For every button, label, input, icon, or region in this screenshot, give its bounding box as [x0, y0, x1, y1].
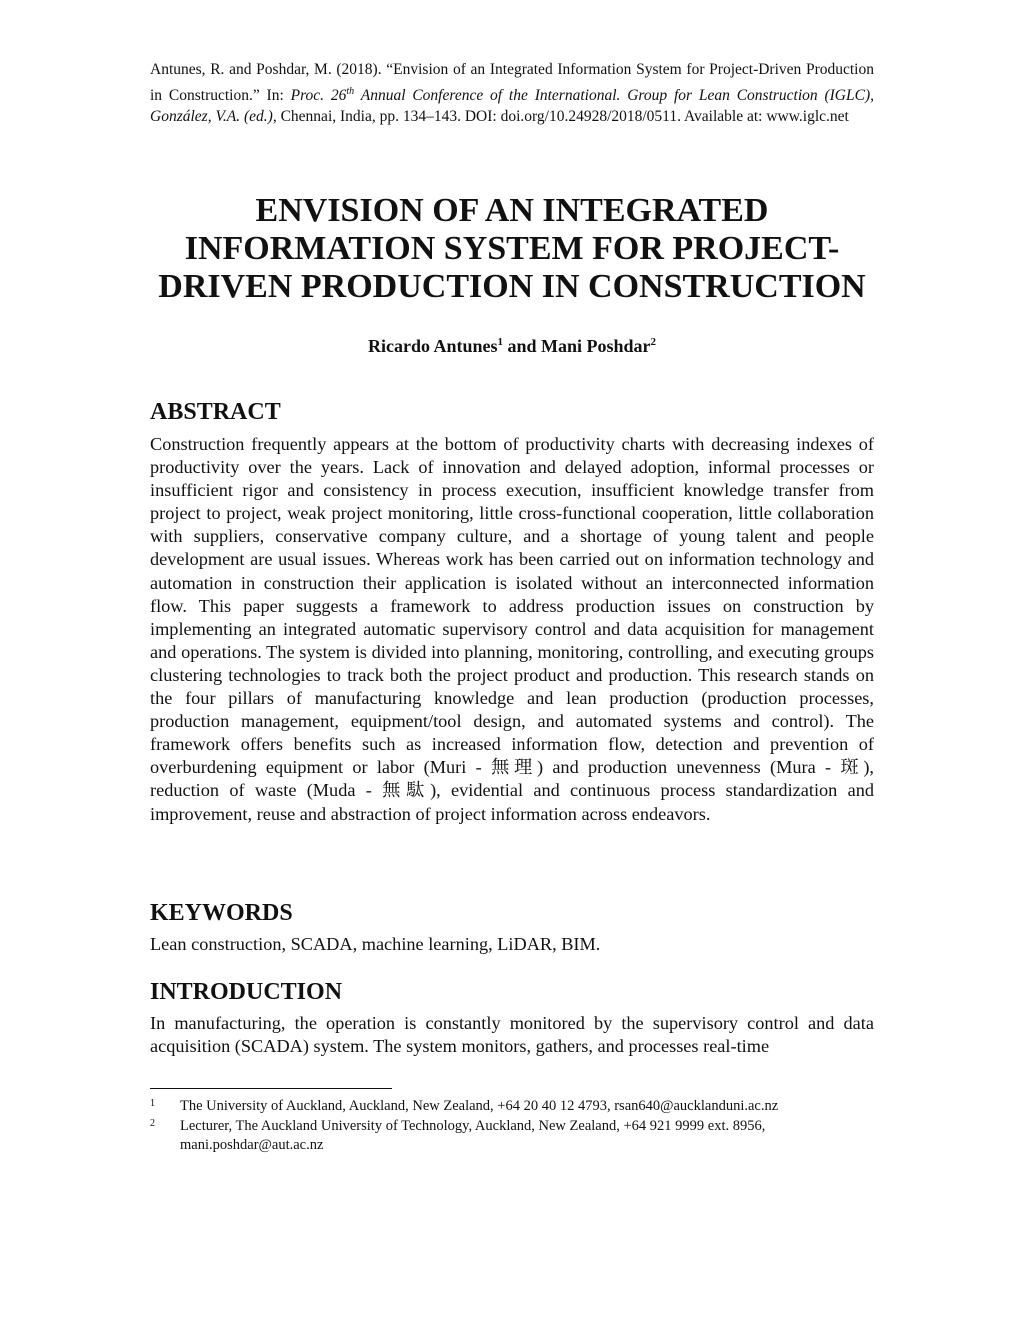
keywords-heading: KEYWORDS — [150, 900, 293, 926]
author-2-mark: 2 — [650, 336, 657, 348]
citation-th: th — [346, 85, 355, 97]
author-joiner: and — [502, 336, 542, 356]
footnote-mark: 2 — [150, 1117, 155, 1129]
footnote-text: Lecturer, The Auckland University of Technology, Auckland, New Zealand, +64 921 9999 ext. 8956, mani.poshdar@aut.ac.nz — [180, 1117, 766, 1153]
footnote-mark: 1 — [150, 1098, 155, 1109]
author-2: Mani Poshdar — [541, 336, 651, 356]
citation-conference: Annual Conference of the International. Group for Lean Construction (IGLC), González, V.A. (ed.) — [150, 86, 874, 126]
abstract-text: Construction frequently appears at the bottom of productivity charts with decreasing indexes of productivity over the years. Lack of innovation and delayed adoption, informal processes or insufficient rigor and consistency in process execution, insufficient knowledge transfer from project to project, weak project monitoring, little cross-functional cooperation, little collaboration with suppliers, conservative company culture, and a shortage of young talent and people development are usual issues. Whereas work has been carried out on information technology and automation in construction their application is isolated without an interconnected information flow. This paper suggests a framework to address production issues on construction by implementing an integrated automatic supervisory control and data acquisition for management and operations. The system is divided into planning, monitoring, controlling, and executing groups clustering technologies to track both the project product and production. This research stands on the four pillars of manufacturing knowledge and lean production (production processes, production management, equipment/tool design, and automated systems and control). The framework offers benefits such as increased information flow, detection and prevention of overburdening equipment or labor (Muri - 無理) and production unevenness (Mura - 斑), reduction of waste (Muda - 無駄), evidential and continuous process standardization and improvement, reuse and abstraction of project information across endeavors. — [150, 434, 874, 824]
paper-page — [150, 0, 874, 1325]
title-line-1: ENVISION OF AN INTEGRATED — [255, 192, 769, 229]
author-line — [150, 336, 874, 357]
citation-text-2: , Chennai, India, pp. 134–143. DOI: doi.org/10.24928/2018/0511. Available at: www.iglc.net — [272, 108, 849, 126]
title-line-3: DRIVEN PRODUCTION IN CONSTRUCTION — [158, 268, 866, 305]
author-1-mark: 1 — [497, 336, 503, 348]
citation-header — [150, 59, 874, 128]
footnotes — [150, 1097, 874, 1156]
keywords-text: Lean construction, SCADA, machine learning, LiDAR, BIM. — [150, 934, 601, 954]
footnote-divider — [150, 1088, 392, 1089]
paper-title — [150, 192, 874, 306]
author-1: Ricardo Antunes — [367, 336, 498, 356]
footnote — [150, 1097, 874, 1117]
footnote-text: The University of Auckland, Auckland, New Zealand, +64 20 40 12 4793, rsan640@aucklanduni.ac.nz — [180, 1098, 779, 1114]
citation-text-1: Antunes, R. and Poshdar, M. (2018). “Envision of an Integrated Information System for Project-Driven Production in Construction.” In: — [150, 61, 874, 104]
title-line-2: INFORMATION SYSTEM FOR PROJECT- — [184, 230, 840, 267]
footnote — [150, 1117, 874, 1156]
introduction-text: In manufacturing, the operation is constantly monitored by the supervisory control and data acquisition (SCADA) system. The system monitors, gathers, and processes real-time — [150, 1013, 874, 1057]
introduction-heading: INTRODUCTION — [150, 979, 343, 1005]
abstract-heading: ABSTRACT — [150, 399, 281, 425]
citation-proc: Proc. 26 — [290, 86, 347, 104]
